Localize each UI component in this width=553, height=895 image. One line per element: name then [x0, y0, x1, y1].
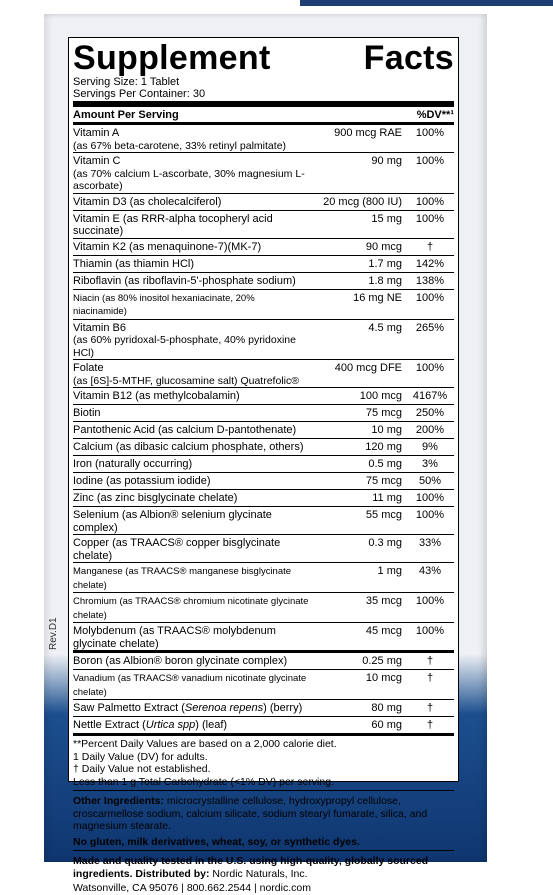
box-top-strip [300, 0, 553, 6]
daily-value: 100% [415, 492, 445, 504]
manufacturer-info [73, 853, 454, 880]
nutrient-name [73, 155, 310, 193]
amount: 1 mg [377, 565, 402, 577]
daily-value: 3% [422, 458, 438, 470]
latin-name: Serenoa repens [184, 702, 264, 714]
free-from-statement: No gluten, milk derivatives, wheat, soy, or synthetic dyes. [73, 835, 360, 848]
daily-value: 100% [415, 509, 445, 521]
daily-value: 200% [415, 424, 445, 436]
nutrient-label: Thiamin (as thiamin HCl) [73, 257, 195, 270]
made-in-statement: Made and quality tested in the U.S. using high-quality, globally sourced ingredients. Distributed by: [73, 855, 429, 880]
footnote: † Daily Value not established. [73, 763, 211, 775]
amount: 120 mg [365, 441, 402, 453]
nutrient-label: Nettle Extract ( [73, 719, 146, 731]
daily-value: 9% [422, 441, 438, 453]
amount: 100 mcg [359, 390, 402, 402]
nutrient-source: (as 70% calcium L-ascorbate, 30% magnesium L-ascorbate) [73, 167, 305, 192]
footnote: 1 Daily Value (DV) for adults. [73, 750, 208, 763]
table-row [73, 439, 454, 456]
nutrient-source: (as [6S]-5-MTHF, glucosamine salt) Quatrefolic® [73, 374, 299, 387]
daily-value: 100% [415, 195, 445, 208]
nutrient-table [73, 125, 454, 651]
nutrient-label: Vitamin B12 (as methylcobalamin) [73, 390, 240, 402]
amount: 55 mcg [365, 509, 402, 521]
table-row [73, 535, 454, 563]
table-row [73, 320, 454, 361]
daily-value: † [426, 240, 434, 253]
table-row [73, 563, 454, 593]
daily-value: 100% [415, 155, 445, 167]
amount: 80 mg [371, 702, 402, 714]
nutrient-label: Copper (as TRAACS® copper bisglycinate chelate) [73, 537, 281, 562]
nutrient-label: Niacin (as 80% inositol hexaniacinate, 20% niacinamide) [73, 292, 255, 317]
nutrient-label: Boron (as Albion® boron glycinate complex) [73, 655, 288, 667]
other-ingredients-label: Other Ingredients: [73, 795, 165, 807]
nutrient-name [73, 292, 310, 319]
amount: 45 mcg [365, 625, 402, 637]
nutrient-label: Vitamin E (as RRR-alpha tocopheryl acid succinate) [73, 212, 273, 237]
table-row [73, 125, 454, 153]
nutrient-name [73, 362, 310, 387]
nutrient-name [73, 492, 310, 505]
amount: 35 mcg [365, 595, 402, 607]
amount: 400 mcg DFE [334, 362, 402, 374]
dv-header: %DV**¹ [416, 108, 454, 121]
table-header [73, 107, 454, 122]
daily-value: † [426, 702, 434, 714]
daily-value: † [426, 672, 434, 684]
nutrient-name [73, 625, 310, 650]
amount: 0.5 mg [368, 458, 402, 470]
table-row [73, 653, 454, 670]
nutrient-name [73, 702, 310, 715]
daily-value: 43% [418, 565, 442, 577]
title-word-1: Supplement [73, 39, 271, 77]
plant-part: ) (berry) [263, 702, 303, 714]
nutrient-name [73, 475, 310, 488]
other-ingredients-text: microcrystalline cellulose, hydroxypropyl cellulose, croscarmellose sodium, calcium silicate, sodium stearyl fumarate, silica, and magnesium stearate. [73, 795, 428, 832]
nutrient-name [73, 241, 310, 254]
daily-value: 100% [415, 362, 445, 374]
nutrient-name [73, 565, 310, 592]
nutrient-label: Vanadium (as TRAACS® vanadium nicotinate glycinate chelate) [73, 673, 307, 698]
nutrient-name [73, 458, 310, 471]
table-row [73, 153, 454, 194]
daily-value: 100% [415, 595, 445, 607]
nutrient-label: Iodine (as potassium iodide) [73, 475, 211, 487]
daily-value: 33% [418, 537, 442, 549]
table-row [73, 388, 454, 405]
table-row [73, 256, 454, 273]
latin-name: Urtica spp [145, 719, 196, 731]
table-row [73, 194, 454, 211]
table-row [73, 405, 454, 422]
distributor-name: Nordic Naturals, Inc. [209, 867, 308, 880]
nutrient-name [73, 127, 310, 152]
nutrient-name [73, 537, 310, 562]
serving-size: Serving Size: 1 Tablet [73, 76, 180, 88]
ingredients-divider [73, 790, 454, 791]
amount: 60 mg [371, 719, 402, 731]
table-row [73, 700, 454, 717]
nutrient-label: Manganese (as TRAACS® manganese bisglycinate chelate) [73, 566, 292, 591]
daily-value: 100% [415, 625, 445, 637]
footnotes [73, 736, 454, 788]
other-ingredients [73, 793, 454, 833]
table-row [73, 456, 454, 473]
table-row [73, 422, 454, 439]
supplement-facts-panel [68, 37, 459, 894]
nutrient-label: Vitamin D3 (as cholecalciferol) [73, 195, 222, 208]
nutrient-name [73, 672, 310, 699]
nutrient-label: Iron (naturally occurring) [73, 458, 193, 470]
amount: 90 mcg [365, 240, 402, 253]
amount: 75 mcg [365, 475, 402, 487]
nutrient-label: Riboflavin (as riboflavin-5'-phosphate sodium) [73, 274, 296, 287]
other-ingredients-table [73, 653, 454, 734]
nutrient-label: Biotin [73, 407, 101, 419]
daily-value: 50% [418, 475, 442, 487]
nutrient-source: (as 67% beta-carotene, 33% retinyl palmitate) [73, 139, 287, 152]
amount: 16 mg NE [353, 291, 402, 304]
amount: 75 mcg [365, 407, 402, 419]
daily-value: 142% [415, 257, 445, 270]
nutrient-name [73, 509, 310, 534]
footnote: Less than 1 g Total Carbohydrate (<1% DV) per serving. [73, 775, 334, 788]
nutrient-label: Molybdenum (as TRAACS® molybdenum glycinate chelate) [73, 625, 276, 650]
amount: 1.7 mg [368, 257, 402, 270]
amount: 11 mg [372, 492, 402, 504]
nutrient-label: Chromium (as TRAACS® chromium nicotinate glycinate chelate) [73, 596, 309, 621]
amount: 0.25 mg [362, 655, 402, 667]
nutrient-name [73, 655, 310, 668]
daily-value: 4167% [412, 390, 448, 402]
table-row [73, 623, 454, 651]
table-row [73, 211, 454, 239]
table-row [73, 473, 454, 490]
table-row [73, 290, 454, 320]
nutrient-label: Saw Palmetto Extract ( [73, 702, 185, 714]
distributor-address: Watsonville, CA 95076 | 800.662.2544 | nordic.com [73, 882, 311, 894]
table-row [73, 360, 454, 388]
amount: 4.5 mg [368, 321, 402, 334]
nutrient-label: Vitamin K2 (as menaquinone-7)(MK-7) [73, 240, 262, 253]
nutrient-label: Selenium (as Albion® selenium glycinate complex) [73, 509, 272, 534]
nutrient-name [73, 390, 310, 403]
table-row [73, 239, 454, 256]
revision-code: Rev.D1 [48, 617, 59, 650]
nutrient-label: Vitamin B6 [73, 321, 126, 334]
table-row [73, 273, 454, 290]
daily-value: 100% [415, 291, 445, 304]
footnote: **Percent Daily Values are based on a 2,000 calorie diet. [73, 738, 337, 750]
daily-value: † [426, 655, 434, 667]
amount: 0.3 mg [368, 537, 402, 549]
nutrient-name [73, 258, 310, 271]
amount: 900 mcg RAE [334, 127, 402, 139]
nutrient-name [73, 595, 310, 622]
amount: 10 mcg [365, 672, 402, 684]
amount: 1.8 mg [368, 274, 402, 287]
nutrient-label: Folate [73, 362, 104, 374]
nutrient-label: Pantothenic Acid (as calcium D-pantothenate) [73, 424, 297, 436]
nutrient-name [73, 441, 310, 454]
table-row [73, 593, 454, 623]
nutrient-name [73, 322, 310, 360]
nutrient-source: (as 60% pyridoxal-5-phosphate, 40% pyridoxine HCl) [73, 334, 296, 359]
panel-title [73, 40, 454, 76]
servings-per-container: Servings Per Container: 30 [73, 88, 206, 100]
nutrient-name [73, 719, 310, 732]
daily-value: 265% [415, 321, 445, 334]
daily-value: 250% [415, 407, 445, 419]
plant-part: ) (leaf) [195, 719, 228, 731]
nutrient-label: Calcium (as dibasic calcium phosphate, others) [73, 441, 304, 453]
amount: 90 mg [371, 155, 402, 167]
amount: 10 mg [371, 424, 402, 436]
nutrient-name [73, 407, 310, 420]
nutrient-label: Vitamin A [73, 127, 120, 139]
daily-value: † [426, 719, 434, 731]
table-row [73, 507, 454, 535]
made-divider [73, 850, 454, 851]
amount: 20 mcg (800 IU) [323, 195, 402, 208]
table-row [73, 490, 454, 507]
nutrient-label: Zinc (as zinc bisglycinate chelate) [73, 492, 238, 504]
amount-header: Amount Per Serving [73, 108, 179, 121]
daily-value: 100% [415, 127, 445, 139]
title-word-2: Facts [363, 39, 454, 77]
nutrient-name [73, 424, 310, 437]
table-row [73, 670, 454, 700]
daily-value: 138% [415, 274, 445, 287]
nutrient-name [73, 213, 310, 238]
amount: 15 mg [371, 212, 402, 225]
nutrient-name [73, 275, 310, 288]
nutrient-name [73, 196, 310, 209]
nutrient-label: Vitamin C [73, 155, 121, 167]
daily-value: 100% [415, 212, 445, 225]
table-row [73, 717, 454, 734]
